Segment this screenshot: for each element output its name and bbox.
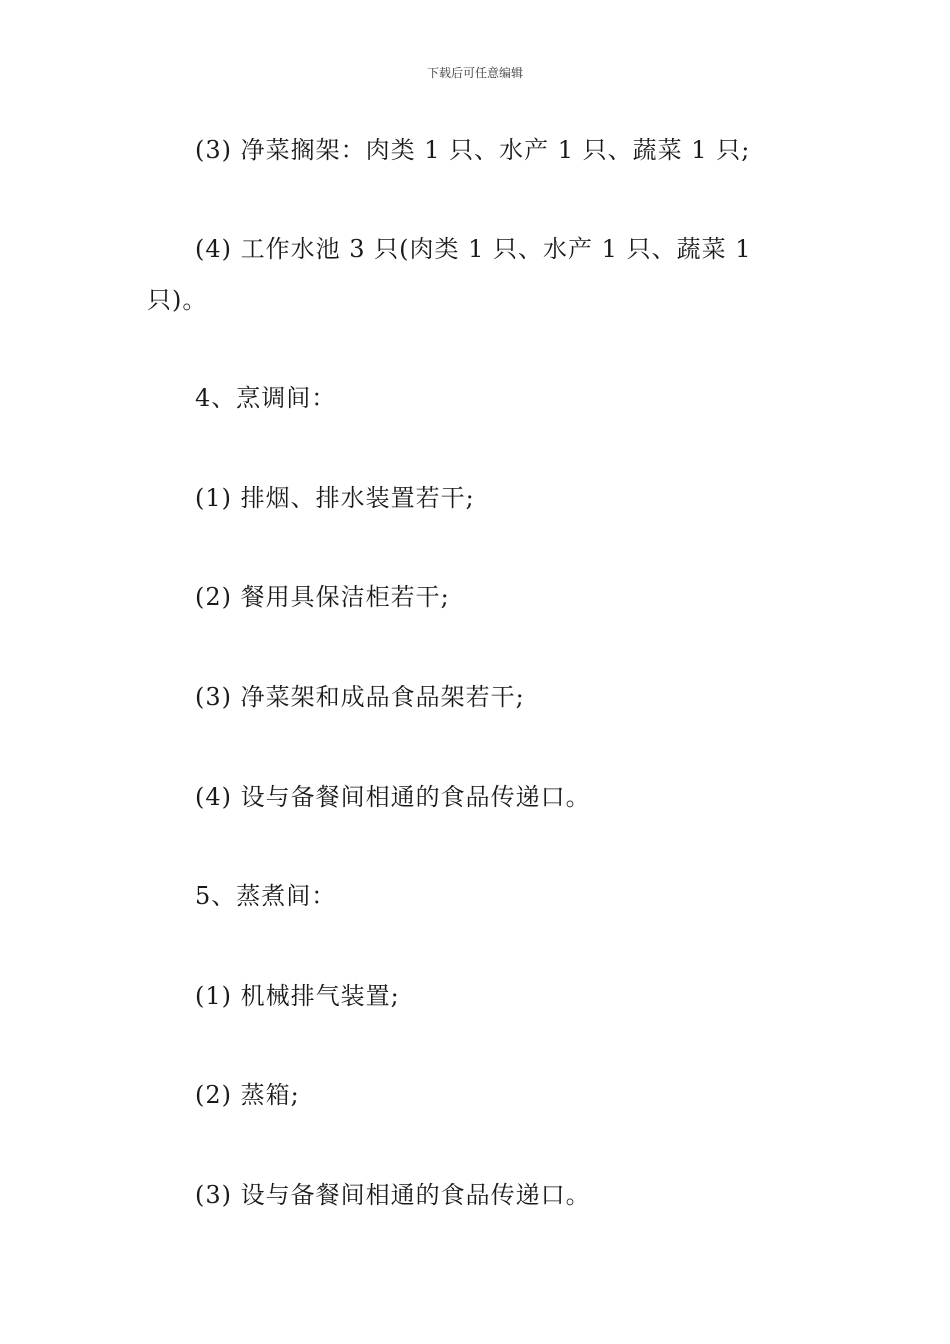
list-item-smoke-drain: (1) 排烟、排水装置若干; <box>195 484 475 512</box>
list-item-steam-box: (2) 蒸箱; <box>195 1081 300 1109</box>
list-item-work-sink-continued: 只)。 <box>147 286 208 314</box>
list-item-food-pass-window: (4) 设与备餐间相通的食品传递口。 <box>195 783 591 811</box>
list-item-clean-vegetable-rack: (3) 净菜搁架：肉类 1 只、水产 1 只、蔬菜 1 只; <box>195 136 751 164</box>
page-header: 下载后可任意编辑 <box>426 66 523 80</box>
list-item-food-rack: (3) 净菜架和成品食品架若干; <box>195 683 525 711</box>
list-item-steam-pass-window: (3) 设与备餐间相通的食品传递口。 <box>195 1181 591 1209</box>
list-item-work-sink: (4) 工作水池 3 只(肉类 1 只、水产 1 只、蔬菜 1 <box>195 235 752 263</box>
list-item-exhaust-device: (1) 机械排气装置; <box>195 982 400 1010</box>
section-heading-cooking-room: 4、烹调间： <box>195 384 337 412</box>
list-item-tableware-cabinet: (2) 餐用具保洁柜若干; <box>195 583 450 611</box>
section-heading-steaming-room: 5、蒸煮间： <box>195 882 337 910</box>
